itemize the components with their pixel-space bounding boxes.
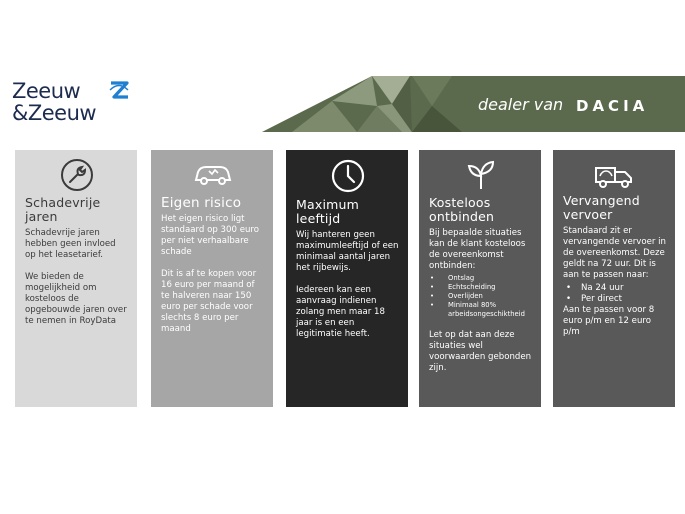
logo-z-mark-icon — [108, 80, 130, 102]
card-text: We bieden de mogelijkheid om kosteloos de opgebouwde jaren over te nemen in RoyData — [25, 272, 127, 326]
list-item: • Per direct — [563, 294, 666, 305]
card-title: Eigen risico — [161, 195, 242, 211]
list-item: • Echtscheiding — [429, 283, 532, 292]
card-title: Vervangend vervoer — [563, 193, 640, 222]
card-vervangend-vervoer — [553, 150, 675, 407]
card-text: Het eigen risico ligt standaard op 300 euro per niet verhaalbare schade — [161, 214, 260, 257]
card-text: Bij bepaalde situaties kan de klant kosteloos de overeenkomst ontbinden: — [429, 228, 526, 271]
card-schadevrije-jaren — [15, 150, 137, 407]
list-item: • Na 24 uur — [563, 283, 666, 294]
tow-truck-icon — [593, 158, 637, 190]
logo-line-2: &Zeeuw — [12, 101, 97, 125]
dealer-text: dealer van — [478, 95, 564, 114]
bullet-list — [563, 283, 666, 305]
list-item: • Ontslag — [429, 274, 532, 283]
list-item: • Overlijden — [429, 292, 532, 301]
card-kosteloos-ontbinden — [419, 150, 541, 407]
card-text: Dit is af te kopen voor 16 euro per maand of te halveren naar 150 euro per schade voor slechts 8 euro per maand — [161, 269, 257, 334]
card-text: Schadevrije jaren hebben geen invloed op het leasetarief. — [25, 228, 116, 260]
dacia-brand-logo: DACIA — [576, 97, 649, 115]
car-damage-icon — [192, 158, 234, 188]
bullet-list — [429, 274, 532, 319]
card-text: Wij hanteren geen maximumleeftijd of een minimaal aantal jaren het rijbewijs. — [296, 230, 399, 273]
card-text: Iedereen kan een aanvraag indienen zolang men maar 18 jaar is en een legitimatie heeft. — [296, 285, 385, 339]
list-item: • Minimaal 80% arbeidsongeschiktheid — [429, 301, 532, 319]
zeeuw-logo — [12, 80, 132, 124]
card-title: Maximum leeftijd — [296, 197, 359, 226]
logo-line-1: Zeeuw — [12, 79, 81, 103]
card-text: Standaard zit er vervangende vervoer in de overeenkomst. Deze geldt na 72 uur. Dit is aan te passen naar: — [563, 226, 667, 280]
card-title: Kosteloos ontbinden — [429, 195, 495, 224]
card-text: Let op dat aan deze situaties wel voorwaarden gebonden zijn. — [429, 330, 532, 373]
card-text: Aan te passen voor 8 euro p/m en 12 euro p/m — [563, 305, 655, 337]
leaf-icon — [463, 158, 499, 192]
clock-icon — [330, 158, 366, 194]
card-title: Schadevrije jaren — [25, 195, 101, 224]
wrench-icon — [60, 158, 94, 192]
card-eigen-risico — [151, 150, 273, 407]
card-maximum-leeftijd — [286, 150, 408, 407]
